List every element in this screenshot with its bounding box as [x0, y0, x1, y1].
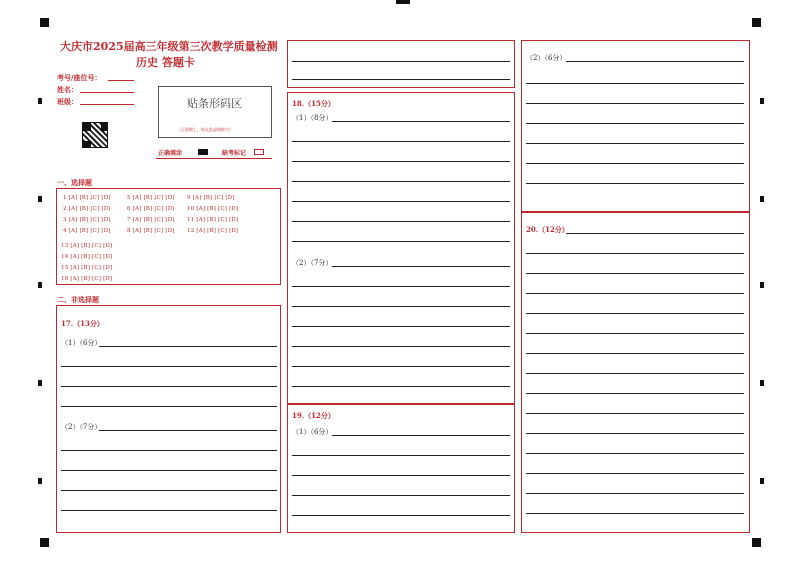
answer-line[interactable] — [292, 79, 510, 80]
answer-line[interactable] — [292, 241, 510, 242]
answer-line[interactable] — [332, 121, 510, 122]
answer-line[interactable] — [292, 201, 510, 202]
answer-line[interactable] — [292, 386, 510, 387]
corner-mark-tl — [40, 18, 49, 27]
answer-line[interactable] — [61, 406, 277, 407]
continuation-box — [287, 40, 515, 88]
answer-line[interactable] — [526, 143, 744, 144]
answer-line[interactable] — [526, 353, 744, 354]
answer-line[interactable] — [526, 513, 744, 514]
answer-line[interactable] — [566, 233, 744, 234]
mark-sample-filled — [198, 149, 208, 155]
answer-line[interactable] — [292, 515, 510, 516]
side-mark — [38, 282, 42, 288]
barcode-area — [158, 86, 272, 138]
section2-title: 二、非选择题 — [57, 295, 99, 304]
answer-line[interactable] — [526, 413, 744, 414]
answer-line[interactable] — [61, 366, 277, 367]
answer-line[interactable] — [526, 433, 744, 434]
answer-line[interactable] — [526, 253, 744, 254]
answer-line[interactable] — [526, 163, 744, 164]
choice-row[interactable]: 11 [A] [B] [C] [D] — [187, 217, 239, 223]
section1-title: 一、选择题 — [57, 178, 92, 187]
q18-part1-label: （1）（8分） — [292, 114, 333, 122]
answer-line[interactable] — [526, 473, 744, 474]
q17-box — [56, 305, 281, 533]
q18-part2-label: （2）（7分） — [292, 259, 333, 267]
choice-row[interactable]: 1 [A] [B] [C] [D] — [63, 195, 111, 201]
answer-line[interactable] — [526, 83, 744, 84]
sheet-subtitle: 历史 答题卡 — [136, 56, 195, 69]
q17-title: 17.（13分） — [61, 319, 104, 328]
choice-row[interactable]: 7 [A] [B] [C] [D] — [127, 217, 175, 223]
choice-row[interactable]: 3 [A] [B] [C] [D] — [63, 217, 111, 223]
side-mark — [760, 98, 764, 104]
answer-line[interactable] — [526, 333, 744, 334]
answer-line[interactable] — [292, 495, 510, 496]
choice-row[interactable]: 12 [A] [B] [C] [D] — [187, 228, 239, 234]
barcode-area-label: 贴条形码区 — [187, 97, 242, 110]
choice-row[interactable]: 10 [A] [B] [C] [D] — [187, 206, 239, 212]
field-exam-number: 考号/座位号： — [57, 73, 102, 82]
answer-line[interactable] — [526, 493, 744, 494]
top-center-mark — [396, 0, 410, 4]
q20-box — [521, 212, 750, 533]
absent-mark-box[interactable] — [254, 149, 264, 155]
answer-line[interactable] — [332, 266, 510, 267]
choice-row[interactable]: 13 [A] [B] [C] [D] — [61, 243, 113, 249]
answer-line[interactable] — [526, 293, 744, 294]
answer-line[interactable] — [526, 273, 744, 274]
answer-line[interactable] — [292, 161, 510, 162]
side-mark — [38, 478, 42, 484]
absent-mark-label: 缺考标记 — [222, 150, 247, 157]
answer-line[interactable] — [526, 123, 744, 124]
barcode-note: （正面朝上，贴在此虚线框内） — [177, 127, 233, 132]
q17-part1-label: （1）（6分） — [61, 339, 102, 347]
side-mark — [38, 380, 42, 386]
answer-line[interactable] — [292, 475, 510, 476]
side-mark — [38, 98, 42, 104]
answer-line[interactable] — [526, 453, 744, 454]
corner-mark-tr — [752, 18, 761, 27]
choice-row[interactable]: 9 [A] [B] [C] [D] — [187, 195, 235, 201]
corner-mark-bl — [40, 538, 49, 547]
answer-line[interactable] — [61, 386, 277, 387]
field-class-line[interactable] — [80, 104, 134, 105]
choice-row[interactable]: 6 [A] [B] [C] [D] — [127, 206, 175, 212]
choice-row[interactable]: 14 [A] [B] [C] [D] — [61, 254, 113, 260]
answer-line[interactable] — [526, 393, 744, 394]
q19-box — [287, 404, 515, 533]
field-exam-number-line[interactable] — [108, 80, 134, 81]
choice-row[interactable]: 5 [A] [B] [C] [D] — [127, 195, 175, 201]
answer-line[interactable] — [61, 490, 277, 491]
choice-row[interactable]: 15 [A] [B] [C] [D] — [61, 265, 113, 271]
side-mark — [760, 282, 764, 288]
answer-line[interactable] — [292, 141, 510, 142]
choice-row[interactable]: 4 [A] [B] [C] [D] — [63, 228, 111, 234]
answer-line[interactable] — [61, 470, 277, 471]
answer-line[interactable] — [526, 373, 744, 374]
choice-row[interactable]: 16 [A] [B] [C] [D] — [61, 276, 113, 282]
answer-line[interactable] — [292, 221, 510, 222]
q19-part2-label: （2）（6分） — [526, 54, 567, 62]
sheet-title: 大庆市2025届高三年级第三次教学质量检测 — [60, 40, 278, 53]
side-mark — [760, 478, 764, 484]
side-mark — [760, 196, 764, 202]
q19-title: 19.（12分） — [292, 411, 335, 420]
answer-line[interactable] — [61, 450, 277, 451]
field-class: 班级： — [57, 97, 78, 106]
answer-line[interactable] — [332, 435, 510, 436]
choice-box — [56, 188, 281, 285]
header-divider — [156, 158, 272, 159]
answer-line[interactable] — [526, 183, 744, 184]
side-mark — [38, 196, 42, 202]
q19-part2-box — [521, 40, 750, 212]
answer-line[interactable] — [292, 326, 510, 327]
answer-line[interactable] — [292, 366, 510, 367]
side-mark — [760, 380, 764, 386]
answer-line[interactable] — [292, 346, 510, 347]
answer-line[interactable] — [292, 61, 510, 62]
answer-line[interactable] — [566, 61, 744, 62]
answer-line[interactable] — [526, 313, 744, 314]
choice-row[interactable]: 8 [A] [B] [C] [D] — [127, 228, 175, 234]
q20-title: 20.（12分） — [526, 225, 569, 234]
q19-part1-label: （1）（6分） — [292, 428, 333, 436]
answer-line[interactable] — [292, 286, 510, 287]
qr-code-icon — [82, 122, 108, 148]
answer-line[interactable] — [526, 103, 744, 104]
mark-sample-label: 正确填涂 — [158, 150, 183, 157]
answer-line[interactable] — [99, 346, 277, 347]
answer-line[interactable] — [292, 306, 510, 307]
field-name-line[interactable] — [80, 92, 134, 93]
choice-row[interactable]: 2 [A] [B] [C] [D] — [63, 206, 111, 212]
q17-part2-label: （2）（7分） — [61, 423, 102, 431]
answer-line[interactable] — [292, 455, 510, 456]
corner-mark-br — [752, 538, 761, 547]
answer-line[interactable] — [61, 510, 277, 511]
q18-title: 18.（15分） — [292, 99, 335, 108]
field-name: 姓名： — [57, 85, 78, 94]
q18-box — [287, 92, 515, 404]
answer-line[interactable] — [99, 430, 277, 431]
answer-line[interactable] — [292, 181, 510, 182]
